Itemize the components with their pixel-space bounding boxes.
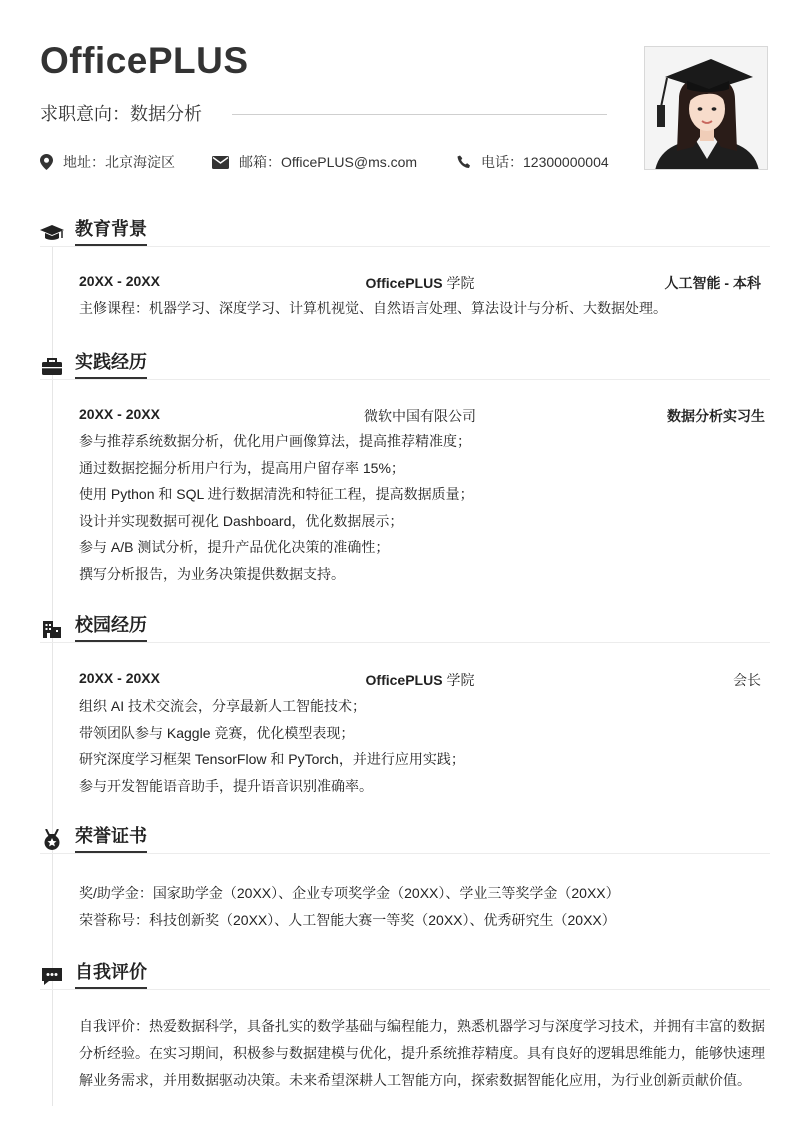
intent-divider (232, 114, 607, 115)
list-item: 参与开发智能语音助手，提升语音识别准确率。 (79, 777, 373, 794)
medal-icon (40, 829, 64, 851)
list-item: 奖/助学金：国家助学金（20XX）、企业专项奖学金（20XX）、学业三等奖学金（20XX） (79, 885, 620, 901)
list-item: 带领团队参与 Kaggle 竞赛，优化模型表现； (79, 724, 355, 741)
education-school (79, 273, 761, 293)
contact-email (212, 152, 417, 172)
section-header (40, 218, 770, 250)
mail-icon (212, 156, 229, 169)
section-title: 自我评价 (75, 961, 147, 989)
section-header (40, 961, 770, 993)
self-section (40, 961, 770, 1088)
section-header (40, 351, 770, 383)
list-item: 设计并实现数据可视化 Dashboard，优化数据展示； (79, 512, 404, 529)
list-item: 参与推荐系统数据分析，优化用户画像算法，提高推荐精准度； (79, 433, 471, 449)
list-item: 荣誉称号：科技创新奖（20XX）、人工智能大赛一等奖（20XX）、优秀研究生（20XX） (79, 911, 616, 928)
honors-list (79, 880, 769, 933)
education-period: 20XX - 20XX (79, 273, 160, 289)
section-title: 实践经历 (75, 351, 147, 379)
campus-org (79, 670, 761, 690)
chat-icon (40, 965, 64, 987)
building-icon (40, 618, 64, 640)
contact-phone (457, 152, 609, 172)
section-title: 荣誉证书 (75, 825, 147, 853)
location-icon (40, 154, 53, 170)
section-rule (40, 246, 770, 247)
email-text: 邮箱：OfficePLUS@ms.com (239, 154, 418, 170)
list-item: 参与 A/B 测试分析，提升产品优化决策的准确性； (79, 539, 390, 555)
education-row (79, 273, 761, 293)
org-name: OfficePLUS (365, 672, 443, 688)
practice-company: 微软中国有限公司 (364, 408, 476, 424)
job-intent: 求职意向：数据分析 (40, 104, 202, 124)
honors-section (40, 825, 770, 928)
practice-list (79, 428, 769, 587)
section-header (40, 825, 770, 857)
org-suffix: 学院 (442, 672, 475, 688)
education-detail: 主修课程：机器学习、深度学习、计算机视觉、自然语言处理、算法设计与分析、大数据处理。 (79, 300, 667, 316)
practice-period: 20XX - 20XX (79, 406, 160, 422)
practice-section (40, 351, 770, 582)
section-rule (40, 379, 770, 380)
section-title: 校园经历 (75, 614, 147, 642)
campus-section (40, 614, 770, 794)
campus-list (79, 693, 769, 799)
section-title: 教育背景 (75, 218, 147, 246)
list-item: 通过数据挖掘分析用户行为，提高用户留存率 15%； (79, 459, 405, 476)
practice-role: 数据分析实习生 (667, 408, 765, 424)
self-text: 自我评价：热爱数据科学，具备扎实的数学基础与编程能力，熟悉机器学习与深度学习技术，并拥有丰富的数据分析经验。在实习期间，积极参与数据建模与优化，提升系统推荐精度。具有良好的逻辑思维能力，能够快速理解业务需求，并用数据驱动决策。未来希望深耕人工智能方向，探索数据智能化应用，为行业创新贡献价值。 (79, 1018, 765, 1088)
section-rule (40, 989, 770, 990)
profile-photo (644, 46, 768, 170)
list-item: 组织 AI 技术交流会，分享最新人工智能技术； (79, 698, 367, 714)
list-item: 研究深度学习框架 TensorFlow 和 PyTorch，并进行应用实践； (79, 751, 465, 767)
campus-period: 20XX - 20XX (79, 670, 160, 686)
list-item: 撰写分析报告，为业务决策提供数据支持。 (79, 565, 345, 582)
resume-name: OfficePLUS (40, 40, 249, 81)
section-rule (40, 642, 770, 643)
graduation-cap-icon (40, 222, 64, 244)
practice-row (79, 406, 765, 426)
education-major: 人工智能 - 本科 (664, 275, 761, 291)
briefcase-icon (40, 355, 64, 377)
address-text: 地址：北京海淀区 (63, 154, 175, 170)
section-rule (40, 853, 770, 854)
contact-address (40, 152, 175, 172)
education-section (40, 218, 770, 316)
list-item: 使用 Python 和 SQL 进行数据清洗和特征工程，提高数据质量； (79, 486, 474, 502)
section-header (40, 614, 770, 646)
phone-icon (457, 155, 471, 169)
school-name: OfficePLUS (365, 275, 443, 291)
school-suffix: 学院 (442, 275, 475, 291)
campus-row (79, 670, 761, 690)
campus-role: 会长 (733, 672, 761, 688)
phone-text: 电话：12300000004 (481, 154, 609, 170)
